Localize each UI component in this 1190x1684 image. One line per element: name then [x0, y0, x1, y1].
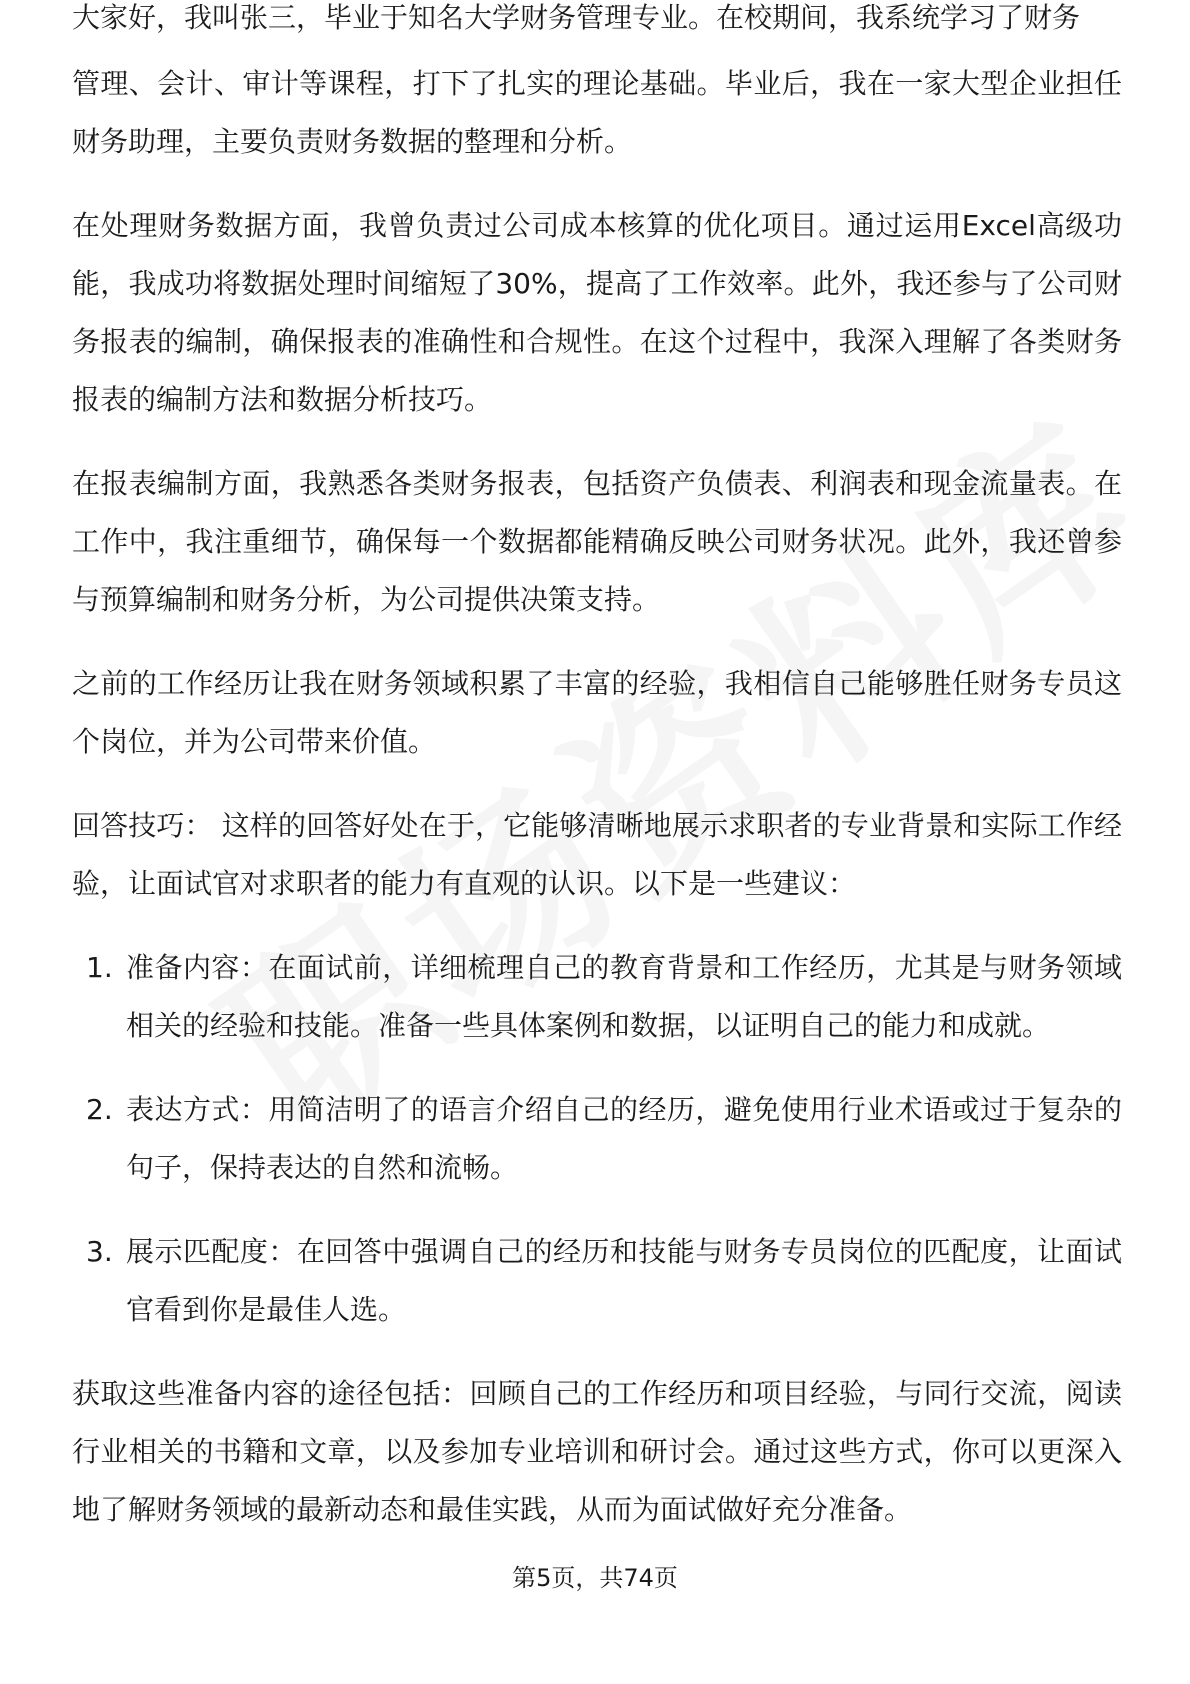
paragraph-education: 管理、会计、审计等课程，打下了扎实的理论基础。毕业后，我在一家大型企业担任财务助理，主要负责财务数据的整理和分析。	[72, 67, 1122, 158]
list-number: 3.	[86, 1235, 113, 1268]
list-item-text: 准备内容：在面试前，详细梳理自己的教育背景和工作经历，尤其是与财务领域相关的经验和技能。准备一些具体案例和数据，以证明自己的能力和成就。	[126, 951, 1122, 1042]
tips-list	[72, 939, 1122, 1339]
paragraph-report-compilation: 在报表编制方面，我熟悉各类财务报表，包括资产负债表、利润表和现金流量表。在工作中，我注重细节，确保每一个数据都能精确反映公司财务状况。此外，我还曾参与预算编制和财务分析，为公司提供决策支持。	[72, 467, 1122, 616]
list-number: 1.	[86, 951, 113, 984]
paragraph-answer-tips: 回答技巧： 这样的回答好处在于，它能够清晰地展示求职者的专业背景和实际工作经验，让面试官对求职者的能力有直观的认识。以下是一些建议：	[72, 809, 1122, 900]
paragraph-conclusion: 之前的工作经历让我在财务领域积累了丰富的经验，我相信自己能够胜任财务专员这个岗位，并为公司带来价值。	[72, 667, 1122, 758]
paragraph-data-processing: 在处理财务数据方面，我曾负责过公司成本核算的优化项目。通过运用Excel高级功能，我成功将数据处理时间缩短了30%，提高了工作效率。此外，我还参与了公司财务报表的编制，确保报表的准确性和合规性。在这个过程中，我深入理解了各类财务报表的编制方法和数据分析技巧。	[72, 209, 1122, 416]
list-item-text: 表达方式：用简洁明了的语言介绍自己的经历，避免使用行业术语或过于复杂的句子，保持表达的自然和流畅。	[126, 1093, 1122, 1184]
page-content	[72, 1, 1122, 1565]
list-number: 2.	[86, 1093, 113, 1126]
clipped-top-line-text: 大家好，我叫张三，毕业于知名大学财务管理专业。在校期间，我系统学习了财务	[72, 1, 1081, 34]
list-item-text: 展示匹配度：在回答中强调自己的经历和技能与财务专员岗位的匹配度，让面试官看到你是最佳人选。	[126, 1235, 1122, 1326]
list-item	[72, 939, 1122, 1055]
list-item	[72, 1081, 1122, 1197]
list-item	[72, 1223, 1122, 1339]
clipped-top-line	[72, 1, 1122, 55]
page-footer: 第5页，共74页	[512, 1564, 678, 1592]
paragraph-closing: 获取这些准备内容的途径包括：回顾自己的工作经历和项目经验，与同行交流，阅读行业相关的书籍和文章，以及参加专业培训和研讨会。通过这些方式，你可以更深入地了解财务领域的最新动态和最佳实践，从而为面试做好充分准备。	[72, 1377, 1122, 1526]
